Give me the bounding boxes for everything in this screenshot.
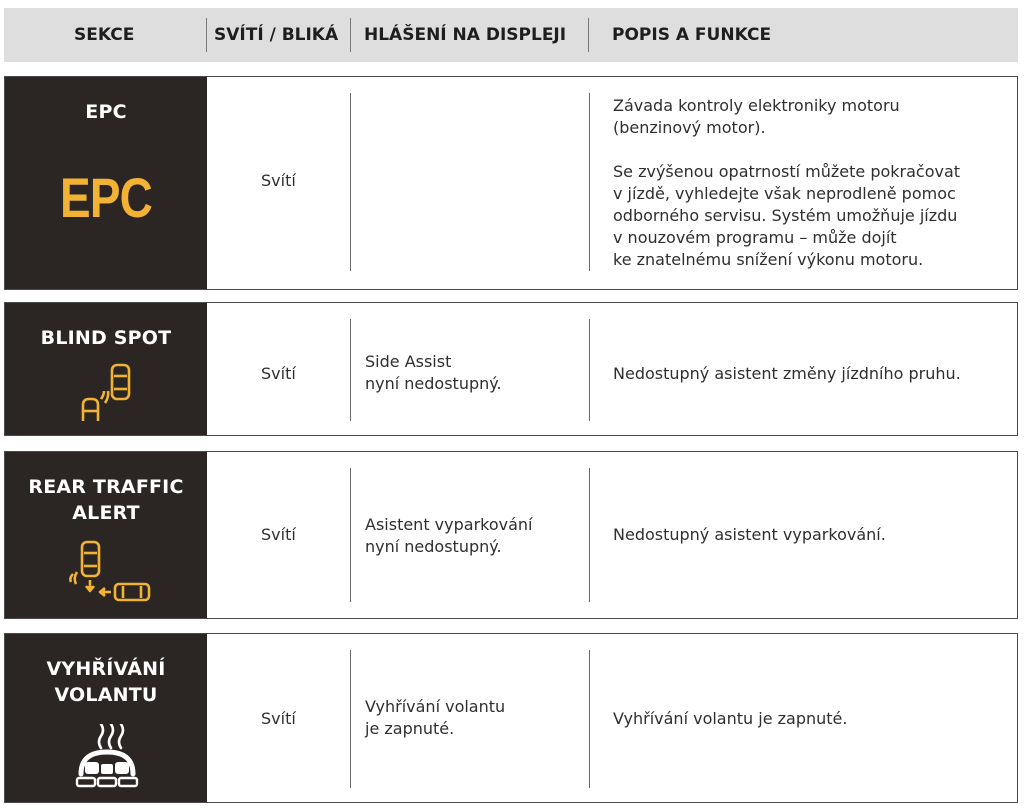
display-message: Vyhřívání volantu je zapnuté.: [365, 697, 506, 738]
column-divider: [589, 650, 590, 788]
description-text: Závada kontroly elektroniky motoru (benzinový motor).: [613, 96, 900, 137]
display-message: Asistent vyparkování nyní nedostupný.: [365, 515, 533, 556]
column-divider: [589, 319, 590, 421]
column-divider: [350, 650, 351, 788]
display-message: Side Assist nyní nedostupný.: [365, 352, 502, 393]
header-divider: [350, 18, 351, 52]
header-state: SVÍTÍ / BLIKÁ: [214, 25, 339, 45]
table-row: [4, 76, 1018, 290]
section-title: REAR TRAFFIC ALERT: [28, 476, 184, 524]
section-cell: [5, 634, 207, 802]
header-section: SEKCE: [74, 25, 135, 45]
epc-warning-icon: EPC: [60, 166, 152, 229]
header-divider: [206, 18, 207, 52]
section-title: BLIND SPOT: [40, 327, 172, 349]
description-text: Nedostupný asistent změny jízdního pruhu.: [613, 364, 961, 383]
table-header: [4, 8, 1018, 62]
state-text: Svítí: [261, 525, 296, 544]
header-display: HLÁŠENÍ NA DISPLEJI: [364, 25, 567, 45]
table-row: [4, 302, 1018, 436]
column-divider: [589, 93, 590, 271]
heated-steering-wheel-icon: [71, 724, 143, 788]
section-cell: [5, 77, 207, 289]
header-divider: [588, 18, 589, 52]
column-divider: [350, 319, 351, 421]
column-divider: [350, 468, 351, 602]
state-text: Svítí: [261, 364, 296, 383]
section-title: VYHŘÍVÁNÍ VOLANTU: [46, 658, 166, 706]
state-text: Svítí: [261, 709, 296, 728]
section-cell: [5, 303, 207, 435]
table-row: [4, 633, 1018, 803]
column-divider: [350, 93, 351, 271]
section-cell: [5, 452, 207, 618]
description-text: Nedostupný asistent vyparkování.: [613, 525, 886, 544]
header-description: POPIS A FUNKCE: [612, 25, 772, 45]
state-text: Svítí: [261, 171, 296, 190]
rear-traffic-alert-icon: [63, 540, 155, 606]
description-text: Vyhřívání volantu je zapnuté.: [613, 709, 848, 728]
description-text: Se zvýšenou opatrností můžete pokračovat v jízdě, vyhledejte však neprodleně pomoc odborného servisu. Systém umožňuje jízdu v nouzovém programu – může dojít ke znatelnému snížení výkonu motoru.: [613, 162, 961, 269]
column-divider: [589, 468, 590, 602]
section-title: EPC: [85, 101, 127, 123]
blind-spot-icon: [77, 359, 137, 425]
table-row: [4, 451, 1018, 619]
